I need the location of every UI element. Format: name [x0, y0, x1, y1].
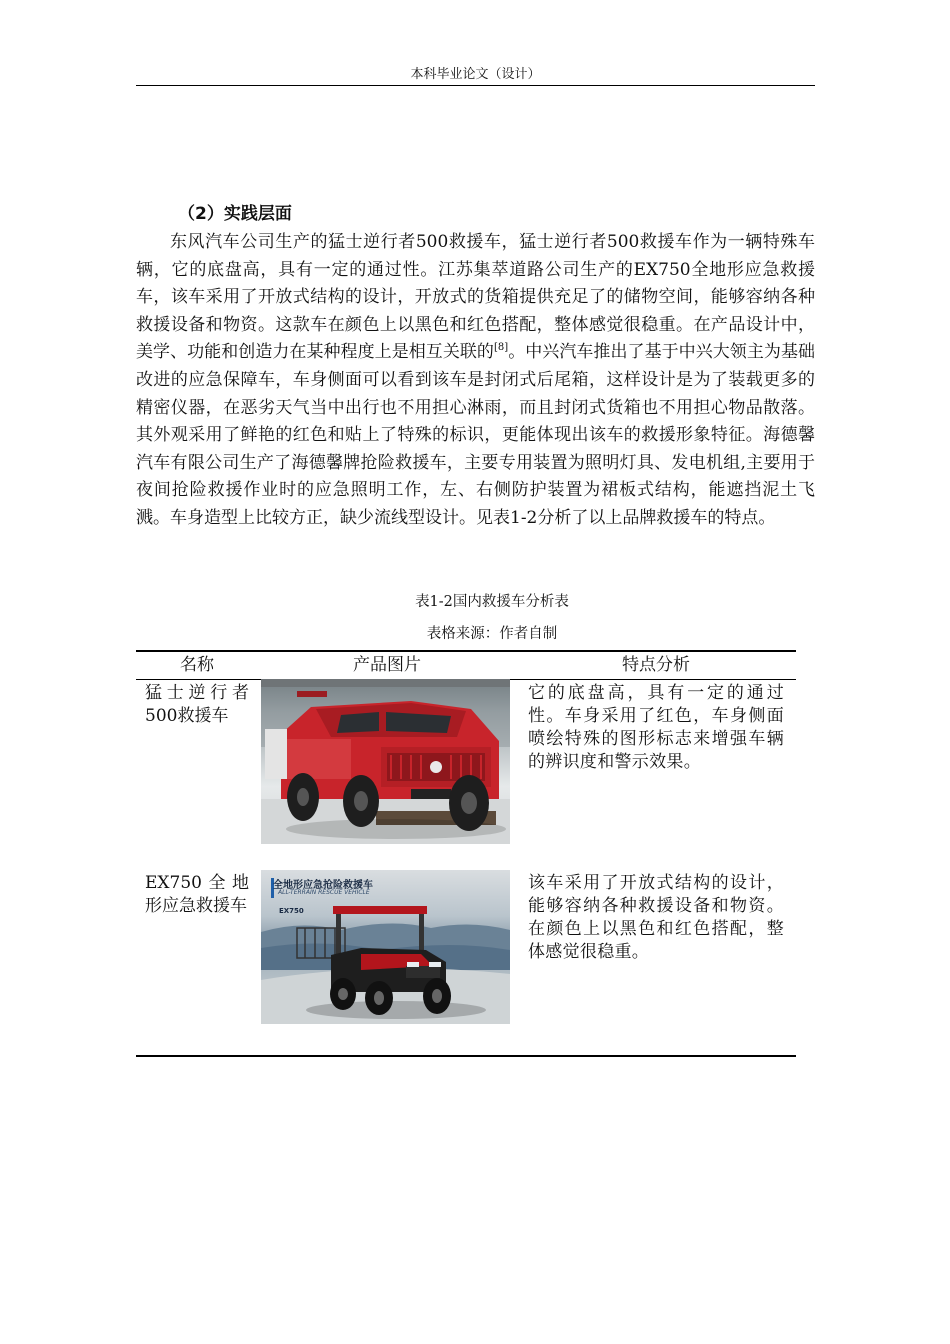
- header-name: 名称: [180, 655, 214, 675]
- red-armored-rescue-truck-image: [261, 679, 510, 844]
- vehicle-features: 该车采用了开放式结构的设计，能够容纳各种救援设备和物资。在颜色上以黑色和红色搭配，整体感觉很稳重。: [528, 873, 784, 962]
- table-source: 表格来源：作者自制: [426, 626, 558, 642]
- table-caption: 表1-2国内救援车分析表: [415, 594, 569, 610]
- paragraph-part2: 。中兴汽车推出了基于中兴大领主为基础改进的应急保障车，车身侧面可以看到该车是封闭式后尾箱，这样设计是为了装载更多的精密仪器，在恶劣天气当中出行也不用担心淋雨，而且封闭式货箱也不用担心物品散落。其外观采用了鲜艳的红色和贴上了特殊的标识，更能体现出该车的救援形象特征。海德馨汽车有限公司生产了海德馨牌抢险救援车，主要专用装置为照明灯具、发电机组,主要用于夜间抢险救援作业时的应急照明工作，左、右侧防护装置为裙板式结构，能遮挡泥土飞溅。车身造型上比较方正，缺少流线型设计。见表1-2分析了以上品牌救援车的特点。: [136, 342, 815, 528]
- vehicle-name: EX750全地形应急救援车: [145, 873, 249, 916]
- section-title: （2）实践层面: [178, 204, 292, 224]
- page-header: 本科毕业论文（设计）: [410, 67, 541, 82]
- all-terrain-rescue-utv-image: [261, 870, 510, 1024]
- image-model: EX750: [279, 907, 304, 915]
- citation[interactable]: [8]: [493, 342, 509, 354]
- header-features: 特点分析: [622, 655, 690, 675]
- paragraph-part1: 东风汽车公司生产的猛士逆行者500救援车，猛士逆行者500救援车作为一辆特殊车辆，它的底盘高，具有一定的通过性。江苏集萃道路公司生产的EX750全地形应急救援车，该车采用了开放式结构的设计，开放式的货箱提供充足了的储物空间，能够容纳各种救援设备和物资。这款车在颜色上以黑色和红色搭配，整体感觉很稳重。在产品设计中，美学、功能和创造力在某种程度上是相互关联的: [136, 232, 815, 363]
- vehicle-features: 它的底盘高，具有一定的通过性。车身采用了红色，车身侧面喷绘特殊的图形标志来增强车辆的辨识度和警示效果。: [528, 683, 784, 772]
- header-rule: [136, 85, 815, 86]
- table-header-row: [136, 652, 796, 680]
- vehicle-name: 猛士逆行者500救援车: [145, 683, 249, 726]
- table-bottom-rule: [136, 1055, 796, 1057]
- truck-illustration: [261, 679, 510, 844]
- body-paragraph: [136, 229, 815, 533]
- image-banner: 全地形应急抢险救援车: [273, 880, 373, 891]
- header-image: 产品图片: [353, 655, 421, 675]
- image-banner-en: ALL-TERRAIN RESCUE VEHICLE: [278, 889, 370, 896]
